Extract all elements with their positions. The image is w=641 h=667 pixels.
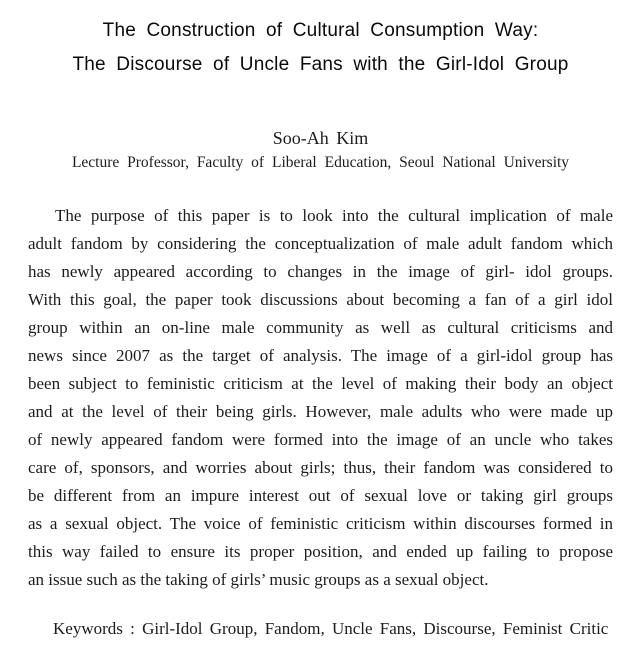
abstract-line: With this goal, the paper took discussions about becoming a fan of a girl idol — [28, 290, 613, 309]
paper-title — [0, 0, 641, 82]
abstract-line: group within an on-line male community as well as cultural criticisms and — [28, 318, 613, 337]
keywords-line: Keywords : Girl-Idol Group, Fandom, Uncle Fans, Discourse, Feminist Critic — [53, 619, 609, 638]
abstract-line: this way failed to ensure its proper position, and ended up failing to propose — [28, 542, 613, 561]
abstract-line: news since 2007 as the target of analysis. The image of a girl-idol group has — [28, 346, 613, 365]
abstract-line: The purpose of this paper is to look into the cultural implication of male — [55, 206, 613, 225]
paper-title-line2: The Discourse of Uncle Fans with the Girl-Idol Group — [72, 54, 569, 75]
abstract-line: be different from an impure interest out of sexual love or taking girl groups — [28, 486, 613, 505]
author-name: Soo-Ah Kim — [272, 128, 369, 148]
author-block — [0, 126, 641, 174]
abstract-paragraph — [28, 202, 613, 594]
abstract-line: adult fandom by considering the conceptualization of male adult fandom which — [28, 234, 613, 253]
paper-title-line1: The Construction of Cultural Consumption Way: — [102, 20, 539, 41]
abstract-line: an issue such as the taking of girls’ music groups as a sexual object. — [28, 570, 489, 589]
abstract-line: of newly appeared fandom were formed into the image of an uncle who takes — [28, 430, 613, 449]
author-affiliation: Lecture Professor, Faculty of Liberal Education, Seoul National University — [71, 154, 570, 171]
abstract-line: been subject to feministic criticism at the level of making their body an object — [28, 374, 613, 393]
abstract-line: has newly appeared according to changes in the image of girl- idol groups. — [28, 262, 613, 281]
abstract-line: and at the level of their being girls. However, male adults who were made up — [28, 402, 613, 421]
abstract-line: as a sexual object. The voice of feministic criticism within discourses formed in — [28, 514, 613, 533]
abstract-line: care of, sponsors, and worries about girls; thus, their fandom was considered to — [28, 458, 613, 477]
